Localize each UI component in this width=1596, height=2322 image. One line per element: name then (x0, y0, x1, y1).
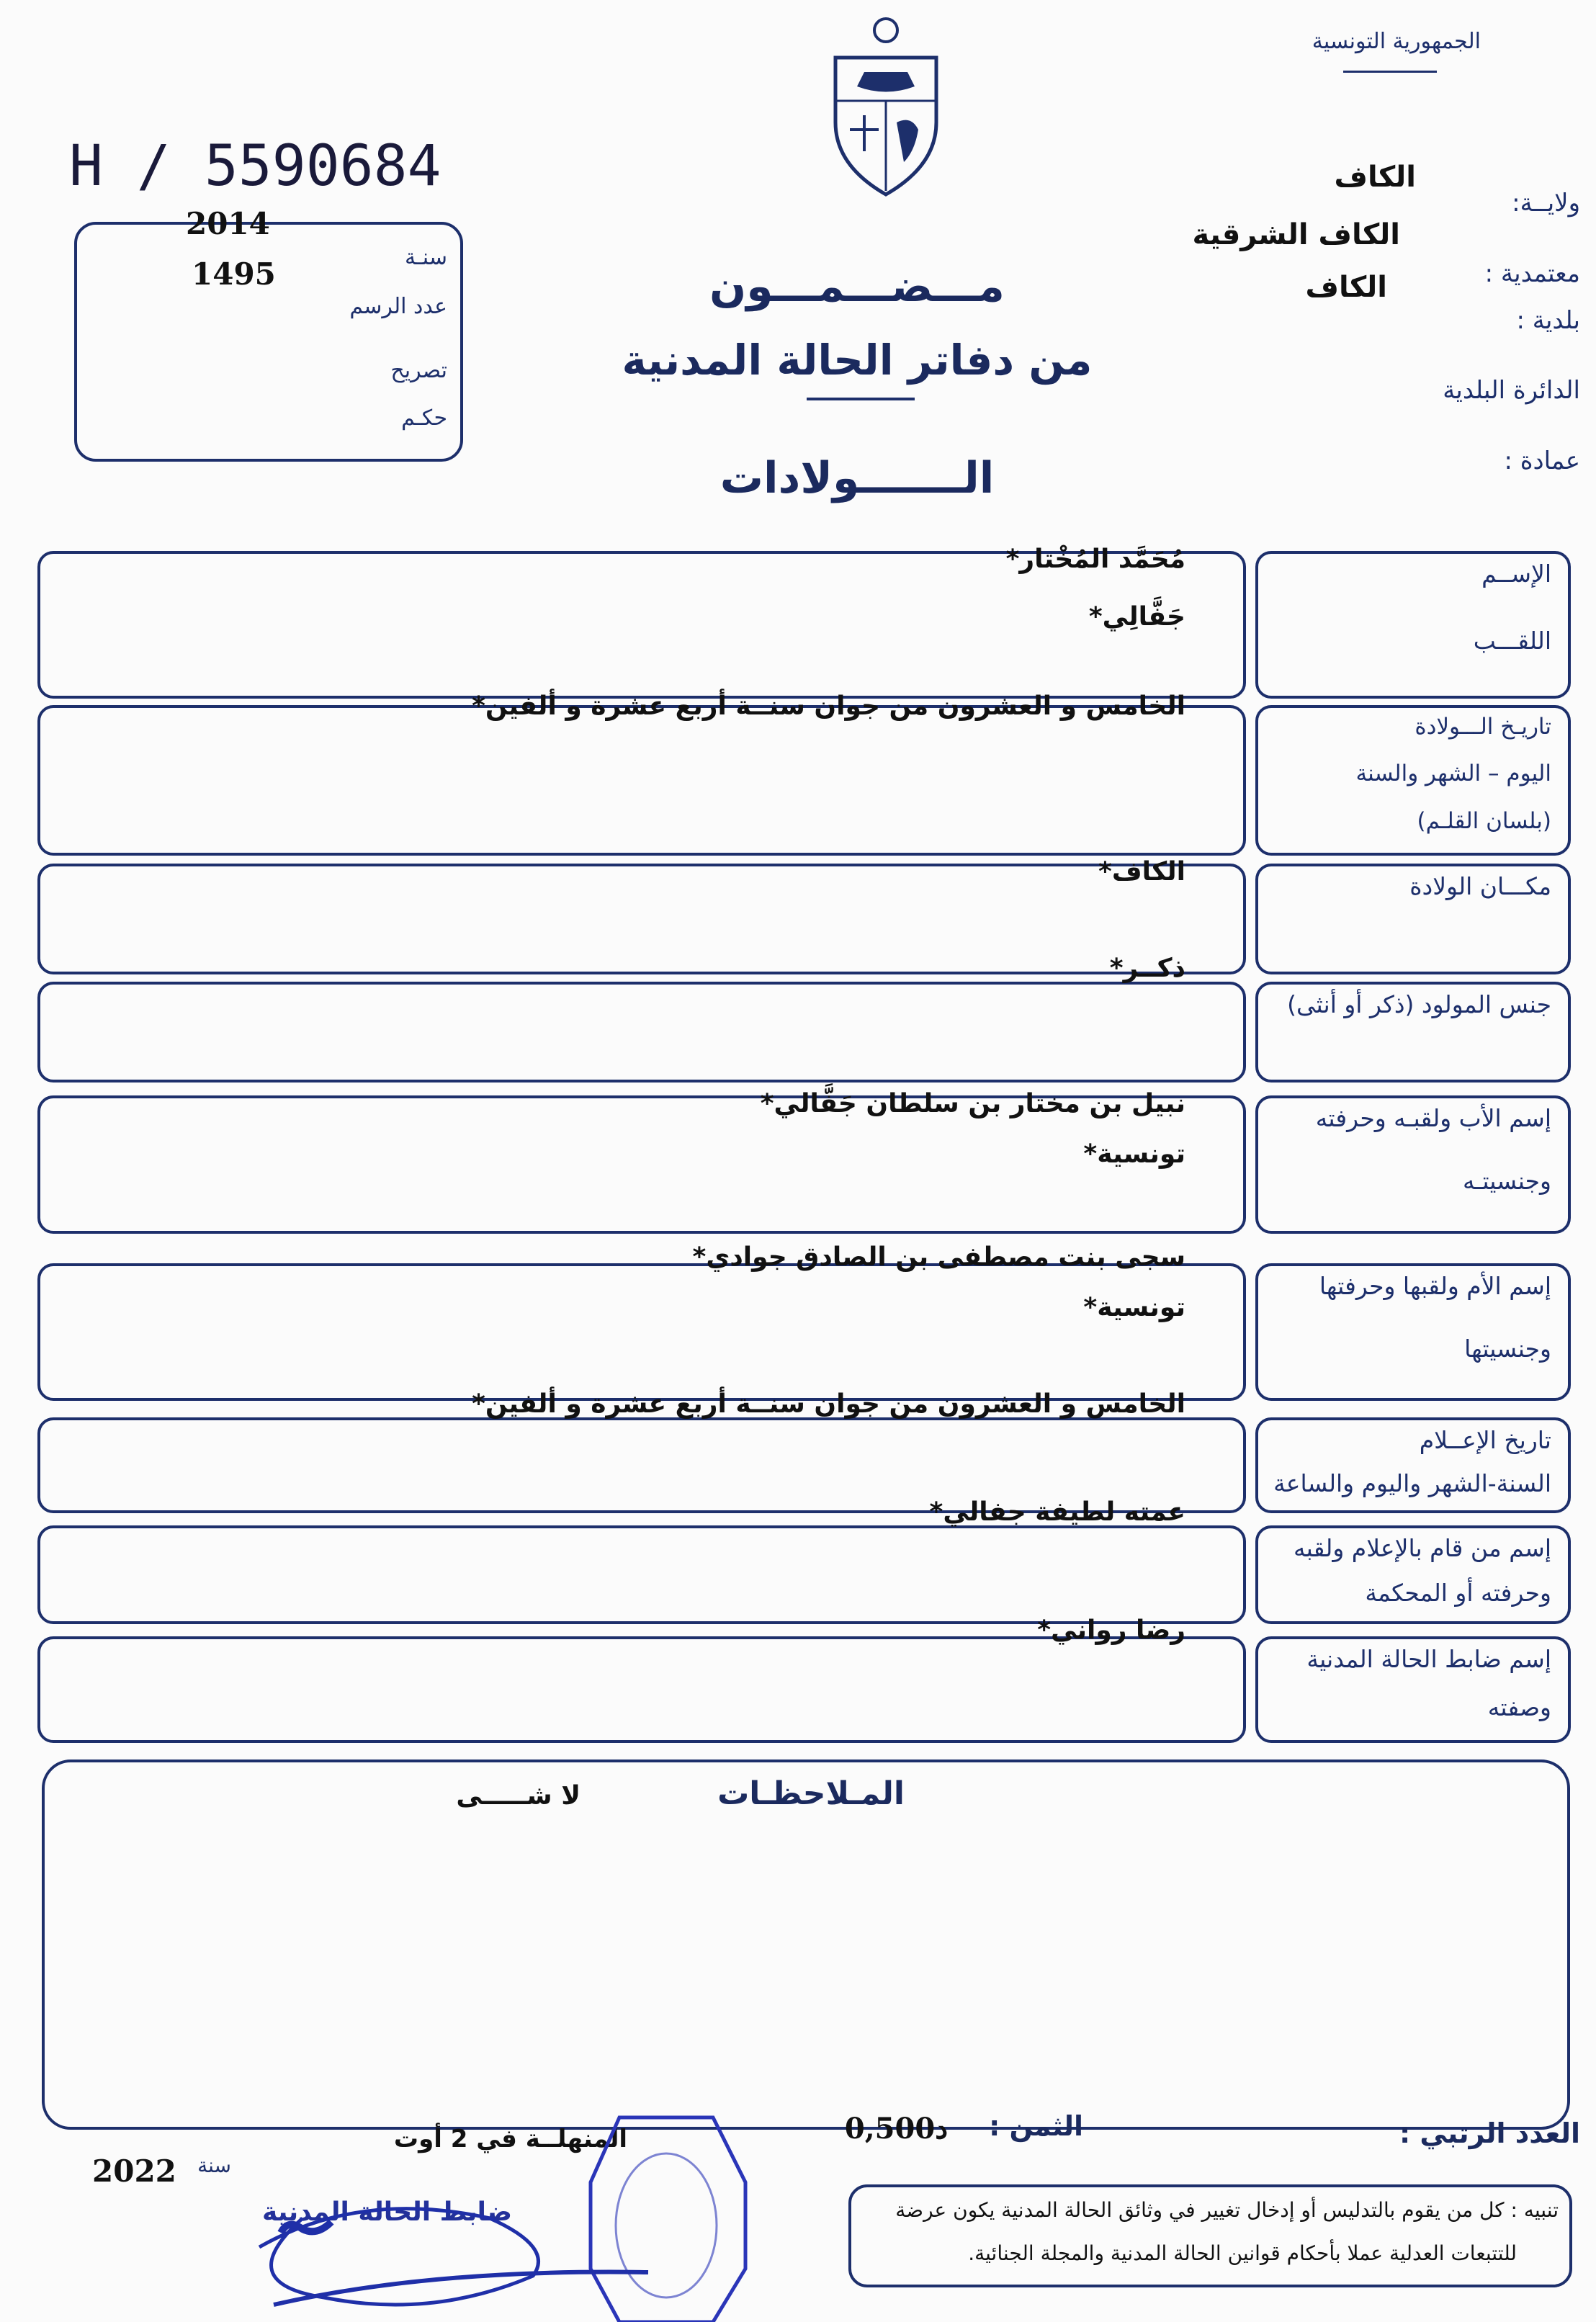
legal-notice-line1: تنبيه : كل من يقوم بالتدليس أو إدخال تغيير في وثائق الحالة المدنية يكون عرضة (895, 2198, 1559, 2222)
field-label: مكـــان الولادة (1409, 872, 1551, 900)
divider (1343, 71, 1437, 73)
country-name: الجمهورية التونسية (1312, 29, 1481, 54)
field-label: اليوم – الشهر والسنة (1355, 761, 1551, 787)
field-label: اللقـــب (1473, 627, 1551, 655)
baladia-label: بلدية : (1516, 306, 1580, 335)
field-label: الإســم (1481, 560, 1551, 588)
title-underline (807, 398, 915, 400)
field-label: إسم ضابط الحالة المدنية (1306, 1645, 1551, 1673)
legal-notice-line2: للتتبعات العدلية عملا بأحكام قوانين الحالة المدنية والمجلة الجنائية. (968, 2241, 1517, 2265)
wilaya-value: الكاف (1334, 161, 1416, 194)
year-label: سنـة (404, 245, 447, 270)
field-label: السنة-الشهر واليوم والساعة (1273, 1469, 1551, 1498)
field-value-box (37, 864, 1246, 974)
remarks-box (42, 1760, 1570, 2130)
field-value: ذكــر* (1109, 954, 1185, 983)
price-label: الثمن : (989, 2110, 1083, 2142)
field-value: عمته لطيفة جفالي* (929, 1497, 1185, 1527)
field-label: (بلسان القلـم) (1417, 807, 1551, 834)
field-value: الكاف* (1098, 857, 1185, 887)
field-label: تاريـخ الـــولادة (1415, 714, 1551, 740)
field-value-box (37, 705, 1246, 856)
field-value: الخامس و العشرون من جوان سنــة أربع عشرة و ألفين* (472, 1389, 1185, 1419)
declaration-label: تصريح (390, 358, 447, 383)
field-value: سجى بنت مصطفى بن الصادق جوادي* (692, 1242, 1185, 1272)
price-value: 0,500د (844, 2112, 948, 2146)
field-label: وجنسيتها (1464, 1334, 1551, 1363)
title-line1: مـــضـــمـــون (709, 261, 1005, 312)
record-number-label: عدد الرسم (349, 294, 447, 319)
field-label: وجنسيتـه (1462, 1167, 1551, 1196)
omada-label: عمادة : (1504, 447, 1580, 475)
field-value: رضا رواني* (1037, 1615, 1185, 1645)
title-line2: من دفاتر الحالة المدنية (622, 336, 1093, 385)
field-label: جنس المولود (ذكر أو أنثى) (1287, 990, 1551, 1018)
field-label: وصفته (1487, 1693, 1551, 1722)
field-value: تونسية* (1083, 1293, 1185, 1322)
field-value: مُحَمَّد المُخْتار* (1005, 544, 1185, 574)
record-number: 1495 (192, 256, 276, 292)
record-year: 2014 (186, 206, 270, 241)
serial-number: H / 5590684 (69, 134, 441, 199)
officer-label: ضابط الحالة المدنية (262, 2197, 512, 2227)
judgment-label: حكـم (401, 405, 447, 431)
field-value-box (37, 1263, 1246, 1401)
official-stamp-and-signature (216, 2103, 864, 2322)
remarks-value: لا شـــــى (456, 1781, 580, 1811)
field-label: إسم الأم ولقبها وحرفتها (1319, 1272, 1551, 1300)
issue-year-label: سنة (197, 2153, 231, 2177)
field-value-box (37, 982, 1246, 1082)
tunisia-emblem-icon (821, 14, 951, 202)
serial-order-label: العدد الرتبي : (1399, 2117, 1580, 2149)
field-value-box (37, 1636, 1246, 1743)
daira-label: الدائرة البلدية (1443, 376, 1580, 405)
field-value: جَفَّالِي* (1088, 602, 1185, 632)
field-label: إسم الأب ولقبـه وحرفته (1315, 1104, 1551, 1132)
field-label: إسم من قام بالإعلام ولقبه (1293, 1534, 1551, 1562)
place-date: المنهلــة في 2 أوت (393, 2125, 627, 2153)
baladia-value: الكاف (1305, 271, 1387, 304)
remarks-label: المـلاحظـات (717, 1775, 905, 1812)
mootamadia-value: الكاف الشرقية (1192, 218, 1400, 251)
field-value: تونسية* (1083, 1139, 1185, 1169)
wilaya-label: ولايــة: (1512, 189, 1580, 218)
issue-year: 2022 (92, 2153, 176, 2189)
field-value: نبيل بن مختار بن سلطان جَفَّالي* (760, 1089, 1185, 1119)
field-value: الخامس و العشرون من جوان سنــة أربع عشرة و ألفين* (472, 691, 1185, 721)
title-line3: الـــــــولادات (719, 453, 995, 503)
field-label: تاريخ الإعــلام (1419, 1426, 1551, 1454)
field-label: وحرفته أو المحكمة (1365, 1579, 1551, 1608)
mootamadia-label: معتمدية : (1484, 259, 1580, 288)
field-value-box (37, 1525, 1246, 1624)
